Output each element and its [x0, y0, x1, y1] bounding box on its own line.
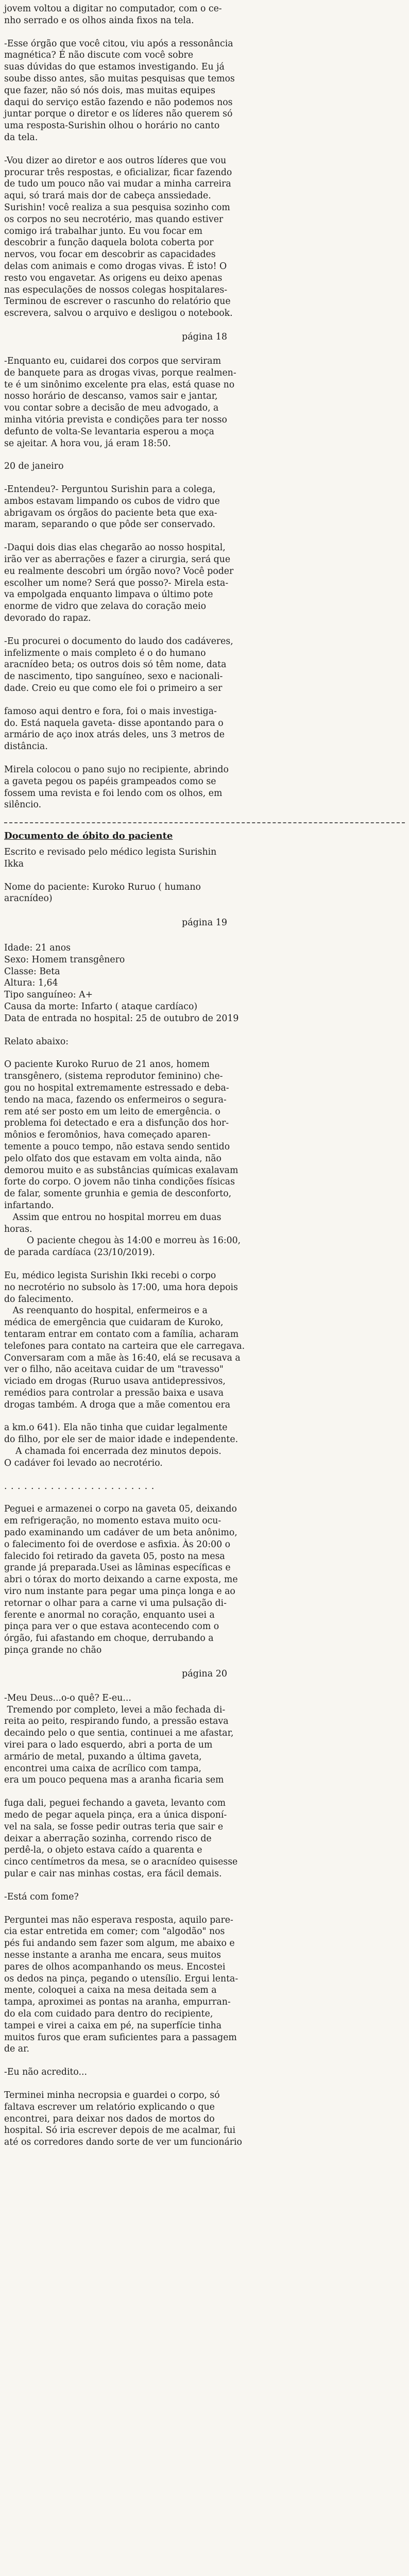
report-label: Relato abaixo: — [4, 1036, 69, 1047]
document-title: Documento de óbito do paciente — [4, 831, 173, 842]
paragraph: Peguei e armazenei o corpo na gaveta 05, deixando em refrigeração, no momento estava muito ocu- pado examinando um cadáver de um beta anônimo, o falecimento foi de overdose e asfixia. Às 20:00 o falecido foi retirado da gaveta 05, posto na mesa grande já preparada.Usei as lâminas específicas e abri o tórax do morto deixando a carne exposta, me viro num instante para pegar uma pinça longa e ao retornar o olhar para a carne vi uma pulsação di- ferente e anormal no coração, enquanto usei a pinça para ver o que estava acontecendo com o órgão, fui afastando em choque, derrubando a pinça grande no chão — [4, 1504, 238, 1656]
paragraph: -Entendeu?- Perguntou Surishin para a colega, ambos estavam limpando os cubos de vidro que abrigavam os órgãos do paciente beta que exa- maram, separando o que pôde ser conservado. — [4, 484, 220, 530]
paragraph: -Enquanto eu, cuidarei dos corpos que serviram de banquete para as drogas vivas, porque realmen- te é um sinônimo excelente pra elas, está quase no nosso horário de descanso, vamos sair e jantar, vou contar sobre a decisão de meu advogado, a minha vitória prevista e condições para ter nosso defunto de volta-Se levantaria esperou a moça se ajeitar. A hora vou, já eram 18:50. — [4, 355, 236, 449]
paragraph: -Vou dizer ao diretor e aos outros líderes que vou procurar três respostas, e oficializar, ficar fazendo de tudo um pouco não vai mudar a minha carreira aqui, só trará mais dor de cabeça anssiedade. Surishin! você realiza a sua pesquisa sozinho com os corpos no seu necrotério, mas quando estiver comigo irá trabalhar junto. Eu vou focar em descobrir a função daquela bolota coberta por nervos, vou focar em descobrir as capacidades delas com animais e como drogas vivas. É isto! O resto vou engavetar. As origens eu deixo apenas nas especulações de nossos colegas hospitalares- Terminou de escrever o rascunho do relatório que escrevera, salvou o arquivo e desligou o notebook. — [4, 155, 233, 319]
dialogue-line: -Eu não acredito... — [4, 2067, 87, 2078]
paragraph: fuga dali, peguei fechando a gaveta, levanto com medo de pegar aquela pinça, era a única disponí- vel na sala, se fosse pedir outras teria que sair e deixar a aberração sozinha, correndo risco de perdê-la, o objeto estava caído a quarenta e cinco centímetros da mesa, se o aracnídeo quisesse pular e cair nas minhas costas, era fácil demais. — [4, 1798, 238, 1879]
paragraph: Perguntei mas não esperava resposta, aquilo pare- cia estar entretida em comer; com "algodão" nos pés fui andando sem fazer som algum, me abaixo e nesse instante a aranha me encara, seus muitos pares de olhos acompanhando os meus. Encostei os dedos na pinça, pegando o utensílio. Ergui lenta- mente, coloquei a caixa na mesa deitada sem a tampa, aproximei as pontas na aranha, empurran- do ela com cuidado para dentro do recipiente, tampei e virei a caixa em pé, na superfície tinha muitos furos que eram suficientes para a passagem de ar. — [4, 1914, 238, 2055]
page-number: página 19 — [182, 918, 227, 928]
document-author: Escrito e revisado pelo médico legista Surishin Ikka — [4, 847, 217, 869]
report-text: Eu, médico legista Surishin Ikki recebi o corpo no necrotério no subsolo às 17:00, uma hora depois do falecimento. As reenquanto do hospital, enfermeiros e a médica de emergência que cuidaram de Kuroko, tentaram entrar em contato com a família, acharam telefones para contato na carteira que ele carregava. Conversaram com a mãe às 16:40, elá se recusava a ver o filho, não aceitava cuidar de um "travesso" viciado em drogas (Ruruo usava antidepressivos, remédios para controlar a pressão baixa e usava drogas também. A droga que a mãe comentou era — [4, 1270, 245, 1410]
patient-details: Idade: 21 anos Sexo: Homem transgênero Classe: Beta Altura: 1,64 Tipo sanguíneo: A+ Causa da morte: Infarto ( ataque cardíaco) Data de entrada no hospital: 25 de outubro de 2019 — [4, 943, 239, 1024]
death-certificate — [4, 831, 405, 1492]
paragraph: -Esse órgão que você citou, viu após a ressonância magnética? É não discute com você sobre suas dúvidas do que estamos investigando. Eu já soube disso antes, são muitas pesquisas que temos que fazer, não só nós dois, mas muitas equipes daqui do serviço estão fazendo e não podemos nos juntar porque o diretor e os líderes não querem só uma resposta-Surishin olhou o horário no canto da tela. — [4, 38, 235, 143]
paragraph: jovem voltou a digitar no computador, com o ce- nho serrado e os olhos ainda fixos na tela. — [4, 4, 222, 26]
report-text: O paciente Kuroko Ruruo de 21 anos, homem transgênero, (sistema reprodutor feminino) che- gou no hospital extremamente estressado e deba- tendo na maca, fazendo os enfermeiros o segura- rem até ser posto em um leito de emergência. o problema foi detectado e era a disfunção dos hor- mônios e feromônios, hava começado aparen- temente a pouco tempo, não estava sendo sentido pelo olfato dos que estavam em volta ainda, não demorou muito e as substâncias químicas exalavam forte do corpo. O jovem não tinha condições físicas de falar, somente grunhia e gemia de desconforto, infartando. Assim que entrou no hospital morreu em duas horas. O paciente chegou às 14:00 e morreu às 16:00, de parada cardíaca (23/10/2019). — [4, 1059, 241, 1258]
paragraph: famoso aqui dentro e fora, foi o mais investiga- do. Está naquela gaveta- disse apontando para o armário de aço inox atrás deles, uns 3 metros de distância. — [4, 706, 225, 752]
signature-line: . . . . . . . . . . . . . . . . . . . . . . . — [4, 1481, 155, 1492]
page-number: página 18 — [182, 331, 227, 342]
date-heading: 20 de janeiro — [4, 461, 64, 472]
section-divider — [4, 822, 405, 823]
paragraph: -Daqui dois dias elas chegarão ao nosso hospital, irão ver as aberrações e fazer a cirurgia, será que eu realmente descobri um órgão novo? Você poder escolher um nome? Será que posso?- Mirela esta- va empolgada enquanto limpava o último pote enorme de vidro que zelava do coração meio devorado do rapaz. — [4, 543, 234, 624]
page-number: página 20 — [182, 1668, 227, 1679]
paragraph: Terminei minha necropsia e guardei o corpo, só faltava escrever um relatório explicando o que encontrei, para deixar nos dados de mortos do hospital. Só iria escrever depois de me acalmar, fui até os corredores dando sorte de ver um funcionário — [4, 2090, 242, 2148]
report-text: a km.o 641). Ela não tinha que cuidar legalmente do filho, por ele ser de maior idade e independente. A chamada foi encerrada dez minutos depois. O cadáver foi levado ao necrotério. — [4, 1422, 238, 1468]
paragraph: -Meu Deus...o-o quê? E-eu... Tremendo por completo, levei a mão fechada di- reita ao peito, respirando fundo, a pressão estava decaindo pelo o que sentia, continuei a me afastar, virei para o lado esquerdo, abri a porta de um armário de metal, puxando a última gaveta, encontrei uma caixa de acrílico com tampa, era um pouco pequena mas a aranha ficaria sem — [4, 1692, 234, 1786]
paragraph: Mirela colocou o pano sujo no recipiente, abrindo a gaveta pegou os papéis grampeados como se fossem uma revista e foi lendo com os olhos, em silêncio. — [4, 765, 229, 810]
paragraph: -Eu procurei o documento do laudo dos cadáveres, infelizmente o mais completo é o do humano aracnídeo beta; os outros dois só têm nome, data de nascimento, tipo sanguíneo, sexo e nacionali- dade. Creio eu que como ele foi o primeiro a ser — [4, 636, 233, 694]
patient-name: Nome do paciente: Kuroko Ruruo ( humano aracnídeo) — [4, 882, 201, 904]
dialogue-line: -Está com fome? — [4, 1891, 79, 1902]
